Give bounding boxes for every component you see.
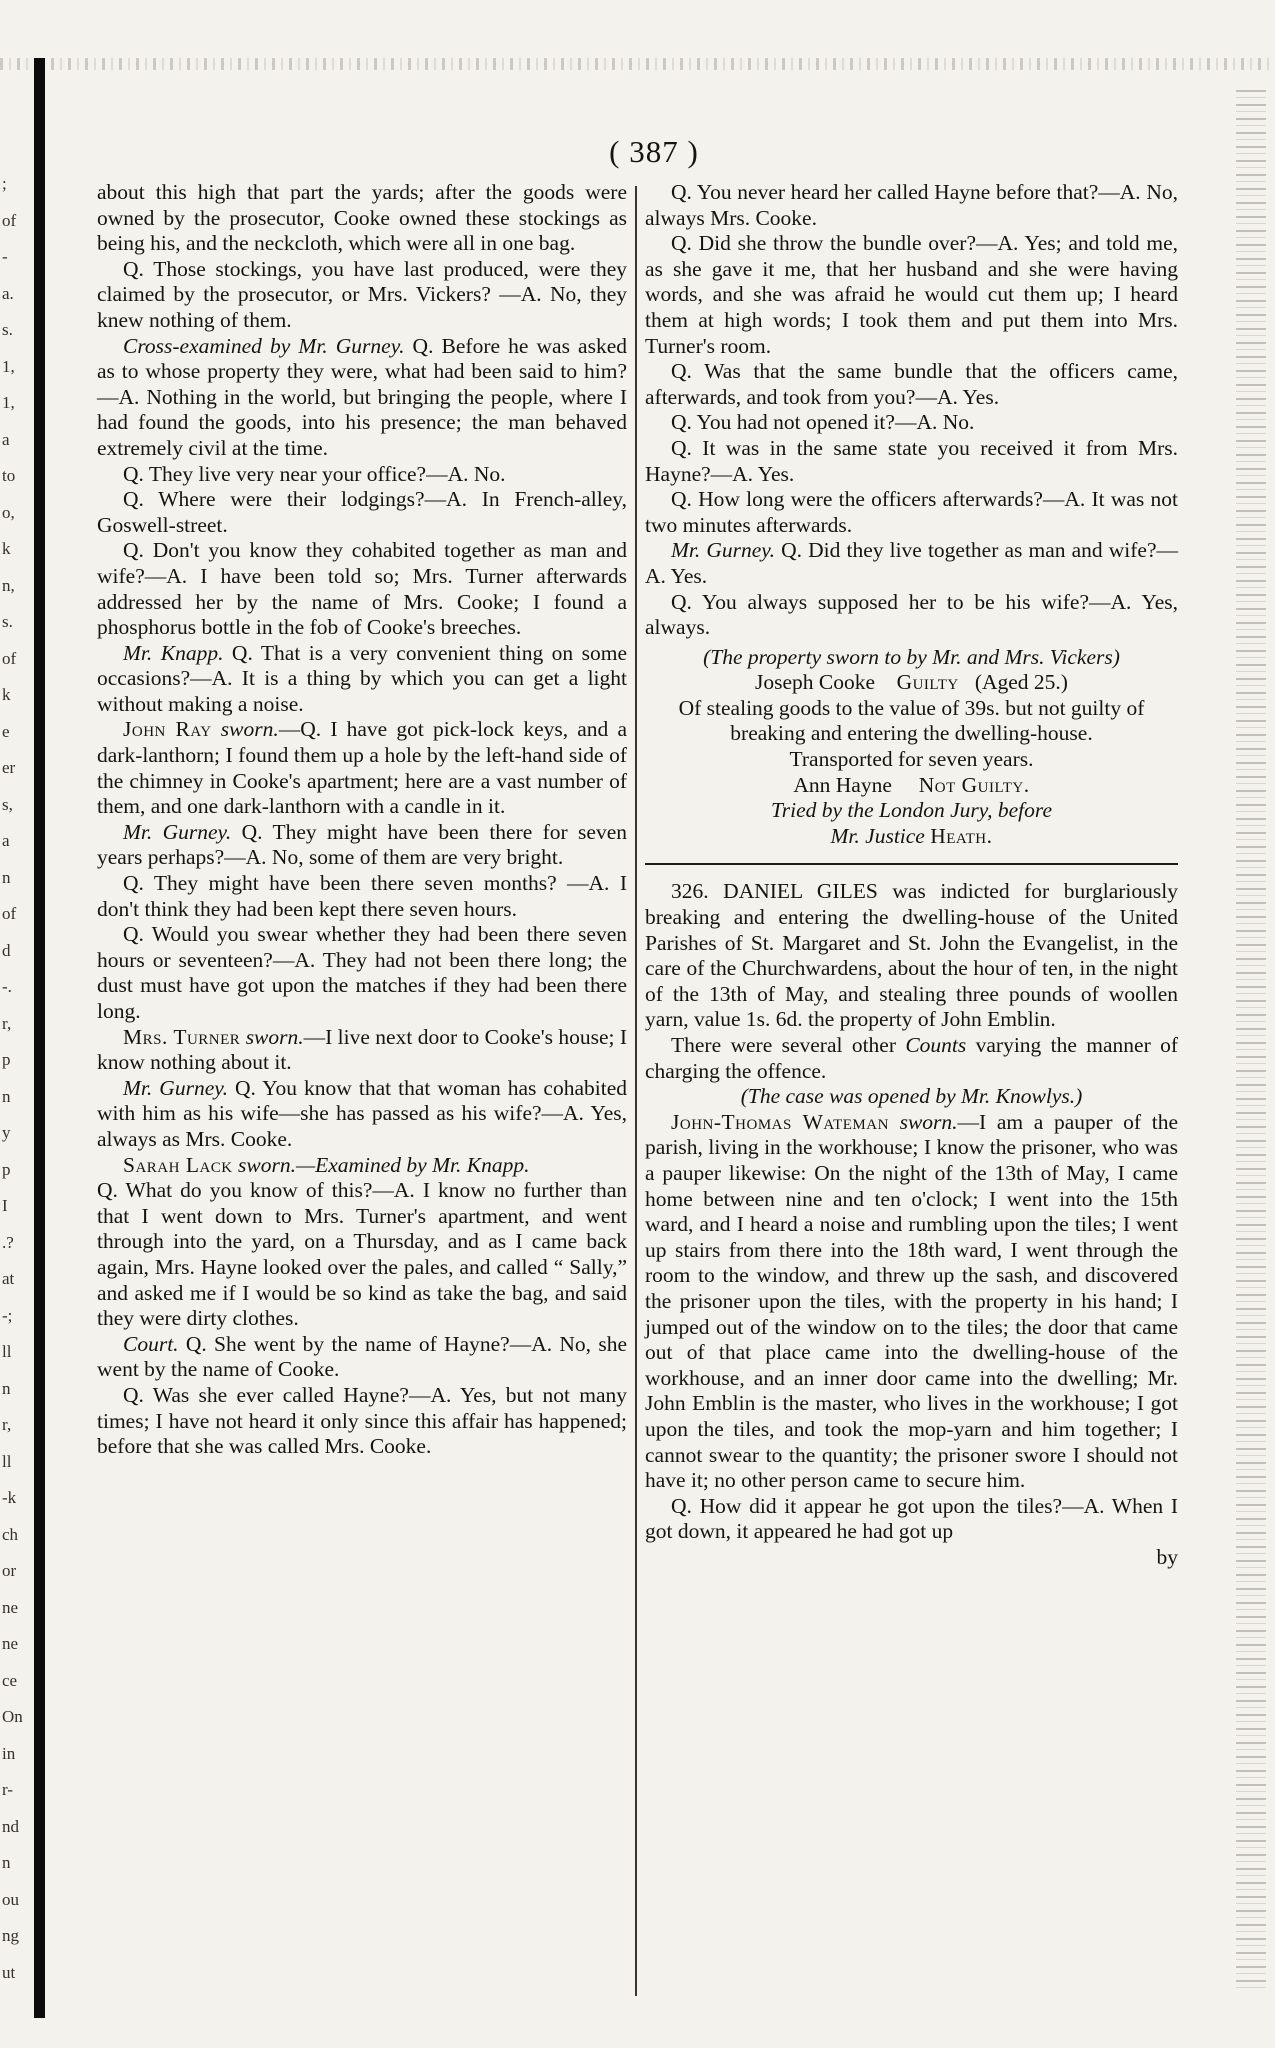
paragraph-text: Q. You never heard her called Hayne before that?—A. No, always Mrs. Cooke. [645,180,1178,230]
margin-fragment: s, [2,794,13,814]
margin-fragment: ng [2,1926,19,1945]
paragraph [97,1076,627,1153]
paragraph-text: Q. What do you know of this?—A. I know no further than that I went down to Mrs. Turner's apartment, and went through into the yard, on a Thursday, and as I came back again, Mrs. Hayne looked over the pales, and called “ Sally,” and asked me if I would be so kind as take the bag, and said they were dirty clothes. [97,1178,627,1331]
margin-fragment: - [2,247,8,266]
paragraph-text: was indicted for burglariously breaking and entering the dwelling-house of the United Parishes of St. Margaret and St. John the Evangelist, in the care of the Churchwardens, about the hour of ten, in the night of the 13th of May, and stealing three pounds of woollen yarn, value 1s. 6d. the property of John Emblin. [645,879,1178,1032]
margin-fragment: -; [2,1305,13,1325]
margin-fragment: ce [2,1670,18,1690]
margin-fragment: a [2,429,10,449]
paragraph-text: Q. Those stockings, you have last produced, were they claimed by the prosecutor, or Mrs. Vickers? —A. No, they knew nothing of them. [97,256,627,332]
property-note: (The property sworn to by Mr. and Mrs. Vickers) [703,644,1120,669]
margin-fragment: nd [2,1816,19,1836]
scan-right-edge [1236,90,1266,1990]
witness-name: John Ray [123,717,212,742]
right-column [645,180,1178,1570]
paragraph-text: about this high that part the yards; after the goods were owned by the prosecutor, Cooke owned these stockings as being his, and the neckcloth, which were all in one bag. [97,180,627,256]
case-326 [645,879,1178,1544]
paragraph [97,1178,627,1332]
paragraph [645,1033,1178,1084]
speaker-lead: Mr. Knapp. [123,640,224,665]
paragraph-text: Q. How did it appear he got upon the tiles?—A. When I got down, it appeared he had got up [645,1493,1178,1544]
tried-line-2 [645,824,1178,850]
paragraph-text: —I am a pauper of the parish, living in the workhouse; I know the prisoner, who was a pauper likewise: On the night of the 13th of May, I came home between nine and ten o'clock; I went into the 15th ward, and I heard a noise and rumbling upon the tiles; I went up stairs from there into the 18th ward, I went through the room to the window, and threw up the sash, and discovered the prisoner upon the tiles, with the property in his hand; I jumped out of the window on to the tiles; the door that came out of that place came into the dwelling-house of the workhouse, and an inner door came into the dwelling; Mr. John Emblin is the master, who lives in the workhouse; I got upon the tiles, and took the mop-yarn and him together; I cannot swear to the quantity; the prisoner swore I should not have it; no other person came to secure him. [645,1109,1178,1493]
margin-fragment: d [2,940,11,960]
margin-fragment: On [2,1707,23,1726]
defendant1-line [645,670,1178,696]
paragraph-text: —I live next door to Cooke's house; I know nothing about it. [97,1024,628,1075]
paragraph-text: Q. Was that the same bundle that the officers came, afterwards, and took from you?—A. Yes. [645,359,1178,409]
paragraph-text: Q. You know that that woman has cohabited with him as his wife—she has passed as his wife?—A. Yes, always as Mrs. Cooke. [97,1075,628,1151]
speaker-lead: Mr. Gurney. [671,538,776,563]
margin-fragment: a. [2,283,14,303]
paragraph [97,1332,627,1383]
witness-name: Mrs. Turner [123,1024,241,1049]
paragraph-text: Q. They might have been there for seven years perhaps?—A. No, some of them are very bright. [97,819,627,870]
margin-fragment: ne [2,1597,19,1617]
margin-fragment: ; [2,174,7,193]
defendant1-age: (Aged 25.) [974,670,1068,695]
margin-fragment: s. [2,612,13,631]
paragraph [97,641,627,718]
margin-fragment: of [2,648,17,668]
margin-fragment: .? [2,1232,14,1252]
paragraph [97,871,627,922]
paragraph-text: Q. Would you swear whether they had been there seven hours or seventeen?—A. They had not been there long; the dust must have got upon the matches if they had been there long. [97,922,627,1023]
margin-fragment: I [2,1196,8,1215]
speaker-lead: Mr. Gurney. [123,819,232,844]
paragraph [645,359,1178,410]
paragraph-text: Q. That is a very convenient thing on some occasions?—A. It is a thing by which you can get a light without making a noise. [97,640,628,716]
paragraph [645,410,1178,436]
paragraph [645,231,1178,359]
speaker-lead: Court. [123,1331,179,1356]
margin-fragment: -k [2,1488,17,1507]
paragraph [97,717,627,819]
witness-name: John-Thomas Wateman [671,1109,889,1134]
margin-fragment: of [2,210,17,230]
paragraph-text: Q. Before he was asked as to whose property they were, what had been said to him?—A. Nothing in the world, but bringing the people, where I had found the goods, into his presence; the man behaved extremely civil at the time. [97,333,627,460]
margin-fragment: p [2,1159,11,1179]
judge-name: Heath. [930,823,993,848]
margin-fragment: ut [2,1962,16,1982]
margin-fragment: ll [2,1342,12,1361]
margin-fragment: ne [2,1634,19,1653]
defendant1-name: Joseph Cooke [755,670,876,695]
paragraph-text: There were several other [671,1033,906,1057]
paragraph [97,180,627,257]
margin-fragment: n, [2,575,15,595]
margin-fragment: of [2,904,17,923]
margin-fragment: ou [2,1889,19,1909]
paragraph [97,1025,627,1076]
sentence: Transported for seven years. [789,747,1034,772]
paragraph [645,436,1178,487]
paragraph-text: Q. Don't you know they cohabited together as man and wife?—A. I have been told so; Mrs. Turner afterwards addressed her by the name of Mrs. Cooke; I found a phosphorus bottle in the fob of Cooke's breeches. [97,538,627,640]
margin-fragment: p [2,1050,11,1069]
paragraph [645,1494,1178,1545]
speaker-lead: Mr. Gurney. [123,1075,228,1100]
catchword: by [1156,1544,1178,1569]
paragraph [97,1153,627,1179]
scan-top-edge [0,58,1275,70]
paragraph [645,538,1178,589]
tried-line-1: Tried by the London Jury, before [770,798,1053,823]
verdict-block [645,645,1178,850]
paragraph [97,1383,627,1460]
paragraph-text: Q. Did she throw the bundle over?—A. Yes; and told me, as she gave it me, that her husband and she were having words, and she was afraid he would cut them up; I heard them at high words; I took them and put them into Mrs. Turner's room. [645,231,1178,358]
paragraph [97,922,627,1024]
defendant2-name: Ann Hayne [793,772,892,797]
sworn-label: sworn. [211,717,279,742]
case-heading: 326. DANIEL GILES [671,879,878,904]
margin-fragment: ch [2,1524,19,1544]
margin-fragment: s. [2,320,13,339]
margin-fragment: 1, [2,393,15,412]
defendant1-verdict: Guilty [896,670,959,695]
sworn-label: sworn. [888,1109,958,1134]
paragraph-text: Q. She went by the name of Hayne?—A. No, she went by the name of Cooke. [97,1331,627,1382]
paragraph-text: Q. It was in the same state you received it from Mrs. Hayne?—A. Yes. [645,435,1178,486]
paragraph-text: Q. They might have been there seven months? —A. I don't think they had been kept there seven hours. [97,871,627,921]
paragraph [97,334,627,462]
left-margin-bleed [0,174,23,2035]
margin-fragment: at [2,1269,15,1288]
paragraph-text: Q. You had not opened it?—A. No. [671,410,975,435]
margin-fragment: a [2,831,10,850]
section-rule [645,863,1178,865]
left-column [97,180,627,1460]
paragraph [645,879,1178,1033]
sworn-label: sworn.—Examined by Mr. Knapp. [232,1152,530,1177]
paragraph [645,487,1178,538]
paragraph-text: Q. How long were the officers afterwards?—A. It was not two minutes afterwards. [645,487,1178,537]
sworn-label: sworn. [240,1024,304,1049]
margin-fragment: n [2,867,11,887]
margin-fragment: r- [2,1780,13,1799]
paragraph-text: Q. They live very near your office?—A. No. [123,461,506,486]
column-divider [635,186,637,1996]
paragraph [97,487,627,538]
margin-fragment: e [2,721,10,741]
margin-fragment: n [2,1853,11,1872]
paragraph [645,590,1178,641]
defendant2-verdict: Not Guilty. [918,772,1030,797]
margin-fragment: n [2,1378,11,1398]
paragraph [645,180,1178,231]
margin-fragment: k [2,539,11,558]
paragraph-text: Q. Was she ever called Hayne?—A. Yes, but not many times; I have not heard it only since this affair has happened; before that she was called Mrs. Cooke. [97,1382,627,1459]
paragraph [645,1110,1178,1494]
margin-fragment: 1, [2,356,15,376]
charge-detail: Of stealing goods to the value of 39s. but not guilty of breaking and entering the dwelling-house. [678,695,1145,746]
margin-fragment: r, [2,1415,12,1434]
margin-fragment: or [2,1561,17,1580]
speaker-lead: Cross-examined by Mr. Gurney. [123,333,405,358]
paragraph [97,257,627,334]
margin-fragment: r, [2,1013,12,1033]
margin-fragment: er [2,758,16,777]
paragraph: (The case was opened by Mr. Knowlys.) [740,1084,1083,1109]
margin-fragment: -. [2,977,12,996]
margin-fragment: n [2,1086,11,1106]
paragraph [97,538,627,640]
judge-prefix: Mr. Justice [830,823,925,848]
margin-fragment: o, [2,502,15,522]
margin-fragment: to [2,466,16,485]
page-number: ( 387 ) [609,134,699,169]
margin-fragment: y [2,1123,11,1142]
margin-fragment: in [2,1743,16,1763]
paragraph-text: Q. Where were their lodgings?—A. In French-alley, Goswell-street. [97,487,627,537]
paragraph [97,462,627,488]
paragraph-text: —Q. I have got pick-lock keys, and a dark-lanthorn; I found them up a hole by the left-hand side of the chimney in Cooke's apartment; here are a vast number of them, and one dark-lanthorn with a candle in it. [97,717,628,819]
paragraph-text: Q. Did they live together as man and wife?—A. Yes. [645,538,1178,588]
margin-fragment: ll [2,1451,12,1471]
paragraph-text: Q. You always supposed her to be his wife?—A. Yes, always. [645,589,1178,640]
defendant2-line [645,773,1178,799]
right-column-testimony [645,180,1178,641]
paragraph [97,820,627,871]
italic-term: Counts [905,1033,967,1057]
margin-fragment: k [2,685,11,704]
binding-shadow [34,58,45,2018]
paragraph-text: varying the manner of charging the offence. [645,1033,1178,1083]
witness-name: Sarah Lack [123,1152,233,1177]
